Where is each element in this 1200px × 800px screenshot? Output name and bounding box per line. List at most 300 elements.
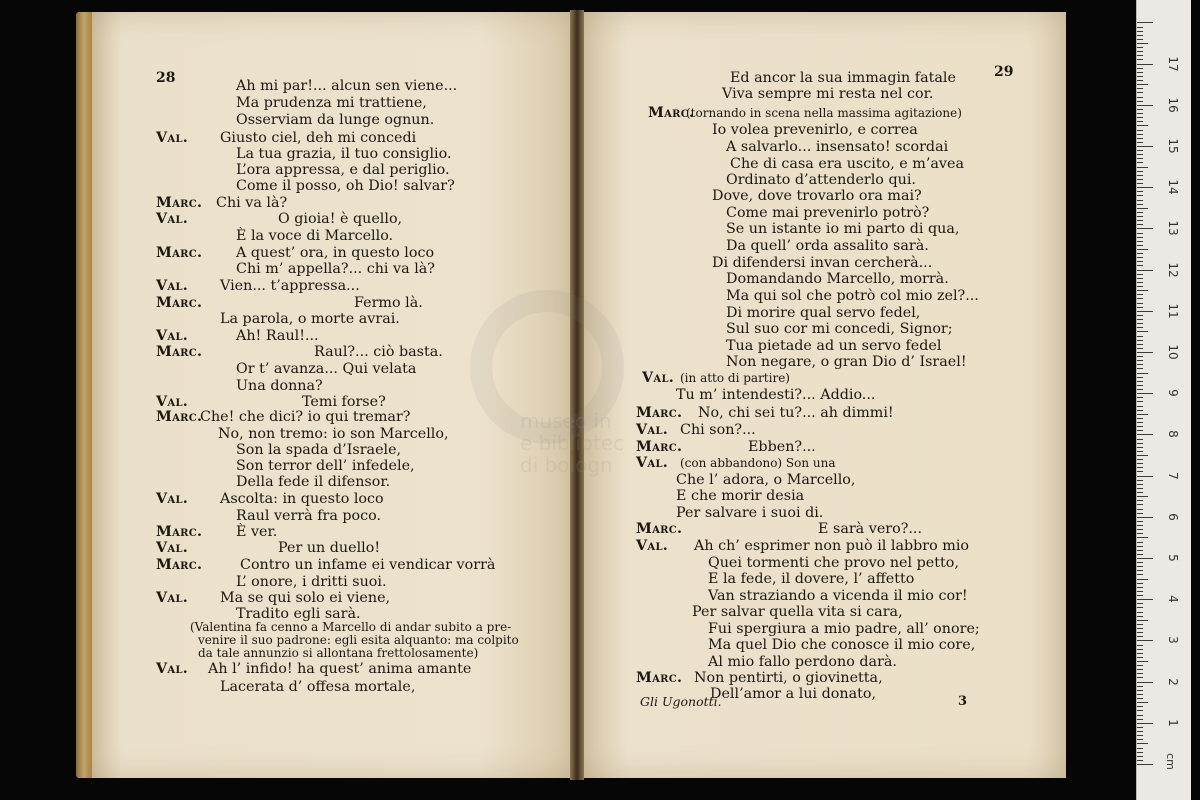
verse-line: No, chi sei tu?... ah dimmi! xyxy=(698,405,894,421)
ruler-tick xyxy=(1137,237,1143,238)
verse-line: Chi son?... xyxy=(680,422,756,438)
ruler-tick xyxy=(1137,653,1143,654)
verse-line: A salvarlo... insensato! scordai xyxy=(726,139,949,155)
speaker-label: Val. xyxy=(156,328,189,344)
ruler-tick xyxy=(1137,748,1143,749)
verse-line: E sarà vero?... xyxy=(818,521,923,537)
verse-line: Se un istante io mi parto di qua, xyxy=(726,221,960,237)
verse-line: Che l’ adora, o Marcello, xyxy=(676,472,856,488)
verse-line: Raul?... ciò basta. xyxy=(314,344,443,360)
verse-line: Temi forse? xyxy=(302,394,386,410)
ruler-number: 4 xyxy=(1166,595,1180,603)
speaker-label: Val. xyxy=(156,590,189,606)
verse-line: È la voce di Marcello. xyxy=(236,228,394,244)
ruler-tick xyxy=(1137,669,1143,670)
ruler-tick xyxy=(1137,476,1153,477)
ruler-tick xyxy=(1137,463,1143,464)
ruler-tick xyxy=(1137,167,1148,168)
ruler-tick xyxy=(1137,562,1143,563)
ruler-tick xyxy=(1137,228,1153,229)
ruler-tick xyxy=(1137,249,1148,250)
page-number-right: 29 xyxy=(994,64,1014,80)
verse-line: Dell’amor a lui donato, xyxy=(710,686,877,702)
speaker-label: Val. xyxy=(156,661,189,677)
ruler-tick xyxy=(1137,130,1143,131)
verse-line: Son terror dell’ infedele, xyxy=(236,458,415,474)
ruler-tick xyxy=(1137,80,1143,81)
verse-line: Dove, dove trovarlo ora mai? xyxy=(712,188,922,204)
ruler-tick xyxy=(1137,348,1143,349)
ruler-number: 17 xyxy=(1166,55,1180,72)
verse-line: (con abbandono) Son una xyxy=(680,456,836,470)
speaker-label: Marc. xyxy=(636,439,683,455)
ruler-tick xyxy=(1137,59,1143,60)
ruler-tick xyxy=(1137,315,1143,316)
ruler-tick xyxy=(1137,595,1143,596)
verse-line: Fermo là. xyxy=(354,295,423,311)
verse-line: Per salvare i suoi di. xyxy=(676,505,824,521)
ruler-tick xyxy=(1137,377,1143,378)
ruler-tick xyxy=(1137,327,1143,328)
speaker-label: Marc. xyxy=(156,295,203,311)
ruler-tick xyxy=(1137,282,1143,283)
speaker-label: Val. xyxy=(156,278,189,294)
speaker-label: Marc. xyxy=(156,344,203,360)
ruler-tick xyxy=(1137,373,1148,374)
verse-line: Per salvar quella vita si cara, xyxy=(692,604,903,620)
ruler-tick xyxy=(1137,117,1143,118)
verse-line: Van straziando a vicenda il mio cor! xyxy=(708,588,968,604)
ruler-tick xyxy=(1137,673,1143,674)
ruler-tick xyxy=(1137,138,1143,139)
ruler-tick xyxy=(1137,447,1143,448)
ruler-tick xyxy=(1137,715,1143,716)
ruler-tick xyxy=(1137,764,1153,765)
ruler-number: 7 xyxy=(1166,471,1180,480)
ruler-tick xyxy=(1137,591,1143,592)
ruler-number: 3 xyxy=(1166,636,1180,645)
ruler-tick xyxy=(1137,558,1153,559)
ruler-tick xyxy=(1137,406,1143,407)
ruler-tick xyxy=(1137,191,1143,192)
ruler-tick xyxy=(1137,364,1143,365)
speaker-label: Val. xyxy=(156,211,189,227)
verse-line: L’ onore, i dritti suoi. xyxy=(236,574,387,590)
verse-line: Ah l’ infido! ha quest’ anima amante xyxy=(208,661,472,677)
verse-line: La tua grazia, il tuo consiglio. xyxy=(236,146,452,162)
ruler-tick xyxy=(1137,533,1143,534)
verse-line: Tua pietade ad un servo fedel xyxy=(726,338,942,354)
ruler-tick xyxy=(1137,665,1143,666)
ruler-tick xyxy=(1137,105,1153,106)
ruler-number: 14 xyxy=(1166,179,1180,195)
ruler-tick xyxy=(1137,150,1143,151)
ruler-number: 9 xyxy=(1166,389,1180,397)
ruler-tick xyxy=(1137,274,1143,275)
ruler-tick xyxy=(1137,739,1143,740)
verse-line: Al mio fallo perdono darà. xyxy=(708,654,897,670)
speaker-label: Marc. xyxy=(648,105,695,121)
verse-line: Ed ancor la sua immagin fatale xyxy=(730,70,956,86)
ruler-tick xyxy=(1137,677,1143,678)
ruler-tick xyxy=(1137,142,1143,143)
ruler-tick xyxy=(1137,265,1143,266)
ruler-tick xyxy=(1137,752,1143,753)
ruler-tick xyxy=(1137,401,1143,402)
verse-line: Chi m’ appella?... chi va là? xyxy=(236,261,435,277)
verse-line: No, non tremo: io son Marcello, xyxy=(218,426,449,442)
ruler-tick xyxy=(1137,307,1143,308)
verse-line: Vien... t’appressa... xyxy=(220,278,360,294)
ruler-tick xyxy=(1137,735,1143,736)
ruler-tick xyxy=(1137,525,1143,526)
ruler-tick xyxy=(1137,603,1143,604)
ruler-tick xyxy=(1137,68,1143,69)
verse-line: Come mai prevenirlo potrò? xyxy=(726,205,930,221)
ruler-tick xyxy=(1137,546,1143,547)
ruler-tick xyxy=(1137,195,1143,196)
verse-line: Fui spergiura a mio padre, all’ onore; xyxy=(708,621,980,637)
ruler-unit-label: cm xyxy=(1163,753,1177,770)
ruler-tick xyxy=(1137,389,1143,390)
ruler-tick xyxy=(1137,101,1143,102)
speaker-label: Val. xyxy=(636,422,669,438)
ruler-tick xyxy=(1137,509,1143,510)
ruler-tick xyxy=(1137,22,1153,23)
ruler-tick xyxy=(1137,27,1143,28)
ruler-tick xyxy=(1137,694,1143,695)
ruler-tick xyxy=(1137,84,1148,85)
verse-line: Contro un infame ei vendicar vorrà xyxy=(240,557,496,573)
ruler-tick xyxy=(1137,430,1143,431)
ruler-tick xyxy=(1137,175,1143,176)
ruler-tick xyxy=(1137,719,1143,720)
ruler-tick xyxy=(1137,492,1143,493)
verse-line: Tu m’ intendesti?... Addio... xyxy=(676,387,876,403)
ruler-tick xyxy=(1137,570,1143,571)
ruler-tick xyxy=(1137,723,1153,724)
ruler-tick xyxy=(1137,743,1148,744)
ruler-tick xyxy=(1137,702,1148,703)
ruler-tick xyxy=(1137,303,1143,304)
verse-line: Per un duello! xyxy=(278,540,381,556)
stage-direction: (Valentina fa cenno a Marcello di andar subito a pre- xyxy=(190,620,512,634)
verse-line: Da quell’ orda assalito sarà. xyxy=(726,238,929,254)
ruler-tick xyxy=(1137,756,1143,757)
ruler-tick xyxy=(1137,599,1153,600)
verse-line: Che! che dici? io qui tremar? xyxy=(200,409,411,425)
verse-line: Della fede il difensor. xyxy=(236,474,391,490)
verse-line: Ordinato d’attenderlo qui. xyxy=(726,172,916,188)
ruler-tick xyxy=(1137,381,1143,382)
right-page xyxy=(580,12,1066,778)
ruler-number: 16 xyxy=(1166,97,1180,113)
ruler-number: 11 xyxy=(1166,303,1180,319)
stage-direction: da tale annunzio si allontana frettolosamente) xyxy=(198,646,479,660)
ruler-tick xyxy=(1137,233,1143,234)
ruler-tick xyxy=(1137,224,1143,225)
speaker-label: Marc. xyxy=(156,557,203,573)
ruler-tick xyxy=(1137,340,1143,341)
ruler-tick xyxy=(1137,484,1143,485)
verse-line: Di morire qual servo fedel, xyxy=(726,305,921,321)
speaker-label: Marc. xyxy=(636,521,683,537)
ruler-tick xyxy=(1137,760,1143,761)
stage-direction: venire il suo padrone: egli esita alquanto: ma colpito xyxy=(198,633,519,647)
ruler-number: 5 xyxy=(1166,554,1180,562)
ruler-tick xyxy=(1137,587,1143,588)
ruler-number: 12 xyxy=(1166,261,1180,278)
speaker-label: Val. xyxy=(156,130,189,146)
verse-line: Ah! Raul!... xyxy=(236,328,319,344)
ruler-tick xyxy=(1137,208,1148,209)
ruler-tick xyxy=(1137,43,1148,44)
measuring-ruler xyxy=(1136,0,1191,800)
ruler-tick xyxy=(1137,261,1143,262)
ruler-tick xyxy=(1137,200,1143,201)
ruler-tick xyxy=(1137,698,1143,699)
ruler-tick xyxy=(1137,607,1143,608)
ruler-tick xyxy=(1137,410,1143,411)
ruler-tick xyxy=(1137,360,1143,361)
ruler-tick xyxy=(1137,418,1143,419)
verse-line: Sul suo cor mi concedi, Signor; xyxy=(726,321,953,337)
speaker-label: Val. xyxy=(156,491,189,507)
verse-line: Chi va là? xyxy=(216,195,288,211)
ruler-tick xyxy=(1137,35,1143,36)
ruler-tick xyxy=(1137,323,1143,324)
ruler-tick xyxy=(1137,97,1143,98)
ruler-tick xyxy=(1137,257,1143,258)
ruler-tick xyxy=(1137,179,1143,180)
verse-line: (tornando in scena nella massima agitazione) xyxy=(686,106,962,120)
ruler-tick xyxy=(1137,216,1143,217)
verse-line: Non pentirti, o giovinetta, xyxy=(694,670,883,686)
verse-line: E la fede, il dovere, l’ affetto xyxy=(708,571,915,587)
verse-line: Domandando Marcello, morrà. xyxy=(726,271,949,287)
verse-line: A quest’ ora, in questo loco xyxy=(236,245,435,261)
ruler-tick xyxy=(1137,624,1143,625)
ruler-tick xyxy=(1137,657,1143,658)
speaker-label: Marc. xyxy=(636,670,683,686)
ruler-tick xyxy=(1137,434,1153,435)
ruler-tick xyxy=(1137,270,1153,271)
ruler-tick xyxy=(1137,39,1143,40)
verse-line: L’ora appressa, e dal periglio. xyxy=(236,162,450,178)
ruler-tick xyxy=(1137,290,1148,291)
ruler-tick xyxy=(1137,451,1143,452)
verse-line: Ah mi par!... alcun sen viene... xyxy=(236,78,458,94)
ruler-tick xyxy=(1137,513,1143,514)
ruler-tick xyxy=(1137,278,1143,279)
ruler-tick xyxy=(1137,64,1153,65)
ruler-tick xyxy=(1137,162,1143,163)
ruler-tick xyxy=(1137,661,1148,662)
ruler-tick xyxy=(1137,628,1143,629)
speaker-label: Val. xyxy=(642,370,675,386)
speaker-label: Val. xyxy=(636,538,669,554)
ruler-tick xyxy=(1137,579,1148,580)
verse-line: Quei tormenti che provo nel petto, xyxy=(708,555,959,571)
ruler-tick xyxy=(1137,187,1153,188)
verse-line: Come il posso, oh Dio! salvar? xyxy=(236,178,455,194)
ruler-tick xyxy=(1137,426,1143,427)
verse-line: (in atto di partire) xyxy=(680,371,790,385)
ruler-tick xyxy=(1137,731,1143,732)
verse-line: Son la spada d’Israele, xyxy=(236,442,402,458)
verse-line: Io volea prevenirlo, e correa xyxy=(712,122,918,138)
ruler-tick xyxy=(1137,397,1143,398)
ruler-tick xyxy=(1137,542,1143,543)
ruler-tick xyxy=(1137,727,1143,728)
speaker-label: Marc. xyxy=(636,405,683,421)
ruler-tick xyxy=(1137,467,1143,468)
ruler-tick xyxy=(1137,183,1143,184)
ruler-tick xyxy=(1137,146,1153,147)
verse-line: Una donna? xyxy=(236,378,323,394)
ruler-tick xyxy=(1137,220,1143,221)
ruler-tick xyxy=(1137,31,1143,32)
ruler-tick xyxy=(1137,686,1143,687)
watermark-logo xyxy=(470,290,624,444)
ruler-tick xyxy=(1137,517,1153,518)
ruler-tick xyxy=(1137,690,1143,691)
verse-line: La parola, o morte avrai. xyxy=(220,311,400,327)
ruler-number: 10 xyxy=(1166,344,1180,360)
ruler-tick xyxy=(1137,574,1143,575)
ruler-tick xyxy=(1137,352,1153,353)
ruler-tick xyxy=(1137,154,1143,155)
speaker-label: Marc. xyxy=(156,245,203,261)
verse-line: Ah ch’ esprimer non può il labbro mio xyxy=(694,538,970,554)
ruler-tick xyxy=(1137,443,1143,444)
ruler-number: 1 xyxy=(1166,718,1180,727)
ruler-tick xyxy=(1137,88,1143,89)
ruler-tick xyxy=(1137,204,1143,205)
ruler-tick xyxy=(1137,620,1148,621)
verse-line: Tradito egli sarà. xyxy=(236,606,361,622)
ruler-tick xyxy=(1137,245,1143,246)
ruler-tick xyxy=(1137,241,1143,242)
ruler-tick xyxy=(1137,113,1143,114)
verse-line: Ebben?... xyxy=(748,439,816,455)
ruler-tick xyxy=(1137,125,1148,126)
ruler-tick xyxy=(1137,500,1143,501)
ruler-tick xyxy=(1137,109,1143,110)
ruler-number: 6 xyxy=(1166,512,1180,521)
verse-line: Or t’ avanza... Qui velata xyxy=(236,361,417,377)
ruler-tick xyxy=(1137,331,1148,332)
speaker-label: Marc. xyxy=(156,195,203,211)
ruler-tick xyxy=(1137,537,1148,538)
speaker-label: Val. xyxy=(636,455,669,471)
ruler-tick xyxy=(1137,171,1143,172)
ruler-tick xyxy=(1137,47,1143,48)
ruler-tick xyxy=(1137,455,1148,456)
ruler-tick xyxy=(1137,649,1143,650)
ruler-tick xyxy=(1137,294,1143,295)
ruler-tick xyxy=(1137,682,1153,683)
ruler-number: 8 xyxy=(1166,430,1180,439)
ruler-tick xyxy=(1137,612,1143,613)
verse-line: Ma se qui solo ei viene, xyxy=(220,590,391,606)
verse-line: Non negare, o gran Dio d’ Israel! xyxy=(726,354,967,370)
ruler-tick xyxy=(1137,319,1143,320)
signature-mark: 3 xyxy=(958,694,968,709)
ruler-tick xyxy=(1137,356,1143,357)
verse-line: Raul verrà fra poco. xyxy=(236,508,382,524)
ruler-tick xyxy=(1137,336,1143,337)
footer-title: Gli Ugonotti. xyxy=(640,694,722,709)
ruler-tick xyxy=(1137,422,1143,423)
ruler-tick xyxy=(1137,311,1153,312)
ruler-tick xyxy=(1137,393,1153,394)
verse-line: E che morir desia xyxy=(676,488,805,504)
verse-line: Che di casa era uscito, e m’avea xyxy=(730,156,964,172)
verse-line: Giusto ciel, deh mi concedi xyxy=(220,130,417,146)
ruler-number: 13 xyxy=(1166,220,1180,237)
ruler-tick xyxy=(1137,92,1143,93)
verse-line: Osserviam da lunge ognun. xyxy=(236,112,435,128)
verse-line: Ma prudenza mi trattiene, xyxy=(236,95,427,111)
ruler-tick xyxy=(1137,566,1143,567)
ruler-tick xyxy=(1137,134,1143,135)
speaker-label: Val. xyxy=(156,394,189,410)
ruler-tick xyxy=(1137,645,1143,646)
ruler-tick xyxy=(1137,504,1143,505)
ruler-tick xyxy=(1137,710,1143,711)
ruler-tick xyxy=(1137,76,1143,77)
ruler-tick xyxy=(1137,636,1143,637)
verse-line: Ma qui sol che potrò col mio zel?... xyxy=(726,288,979,304)
verse-line: Viva sempre mi resta nel cor. xyxy=(722,86,934,102)
ruler-number: 2 xyxy=(1166,677,1180,686)
speaker-label: Marc. xyxy=(156,524,203,540)
ruler-tick xyxy=(1137,616,1143,617)
ruler-tick xyxy=(1137,459,1143,460)
ruler-tick xyxy=(1137,640,1153,641)
ruler-tick xyxy=(1137,212,1143,213)
ruler-tick xyxy=(1137,554,1143,555)
page-number-left: 28 xyxy=(156,70,176,86)
ruler-tick xyxy=(1137,529,1143,530)
ruler-tick xyxy=(1137,521,1143,522)
verse-line: O gioia! è quello, xyxy=(278,211,403,227)
ruler-tick xyxy=(1137,72,1143,73)
ruler-tick xyxy=(1137,480,1143,481)
ruler-tick xyxy=(1137,496,1148,497)
ruler-tick xyxy=(1137,286,1143,287)
ruler-tick xyxy=(1137,488,1143,489)
ruler-tick xyxy=(1137,471,1143,472)
ruler-tick xyxy=(1137,121,1143,122)
ruler-tick xyxy=(1137,632,1143,633)
verse-line: Lacerata d’ offesa mortale, xyxy=(220,679,416,695)
ruler-tick xyxy=(1137,51,1143,52)
ruler-tick xyxy=(1137,253,1143,254)
verse-line: È ver. xyxy=(236,524,278,540)
ruler-tick xyxy=(1137,158,1143,159)
ruler-tick xyxy=(1137,706,1143,707)
ruler-number: 15 xyxy=(1166,138,1180,154)
ruler-tick xyxy=(1137,55,1143,56)
ruler-tick xyxy=(1137,368,1143,369)
verse-line: Di difendersi invan cercherà... xyxy=(712,255,933,271)
speaker-label: Val. xyxy=(156,540,189,556)
ruler-tick xyxy=(1137,439,1143,440)
verse-line: Ascolta: in questo loco xyxy=(220,491,384,507)
ruler-tick xyxy=(1137,550,1143,551)
